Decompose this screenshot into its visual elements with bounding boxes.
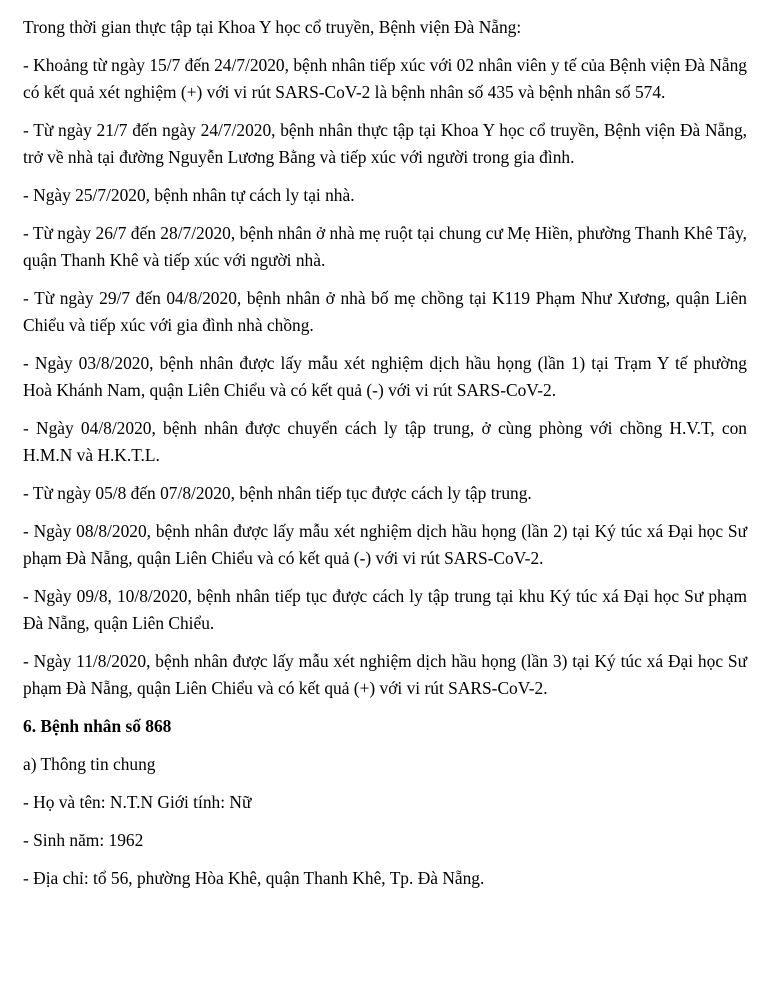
intro-text: Trong thời gian thực tập tại Khoa Y học cổ truyền, Bệnh viện Đà Nẵng: — [23, 17, 522, 37]
patient-address-line: - Địa chỉ: tổ 56, phường Hòa Khê, quận Thanh Khê, Tp. Đà Nẵng. — [23, 868, 485, 888]
timeline-item: - Ngày 11/8/2020, bệnh nhân được lấy mẫu xét nghiệm dịch hầu họng (lần 3) tại Ký túc xá Đại học Sư phạm Đà Nẵng, quận Liên Chiểu và có kết quả (+) với vi rút SARS-CoV-2. — [23, 651, 747, 698]
timeline-item: - Khoảng từ ngày 15/7 đến 24/7/2020, bệnh nhân tiếp xúc với 02 nhân viên y tế của Bệnh viện Đà Nẵng có kết quả xét nghiệm (+) với vi rút SARS-CoV-2 là bệnh nhân số 435 và bệnh nhân số 574. — [23, 55, 747, 102]
timeline-item: - Từ ngày 29/7 đến 04/8/2020, bệnh nhân ở nhà bố mẹ chồng tại K119 Phạm Như Xương, quận Liên Chiểu và tiếp xúc với gia đình nhà chồng. — [23, 288, 747, 335]
patient-name-line: - Họ và tên: N.T.N Giới tính: Nữ — [23, 792, 252, 812]
timeline-item: - Từ ngày 26/7 đến 28/7/2020, bệnh nhân ở nhà mẹ ruột tại chung cư Mẹ Hiền, phường Thanh Khê Tây, quận Thanh Khê và tiếp xúc với người nhà. — [23, 223, 747, 270]
timeline-item: - Từ ngày 05/8 đến 07/8/2020, bệnh nhân tiếp tục được cách ly tập trung. — [23, 483, 532, 503]
timeline-item: - Ngày 04/8/2020, bệnh nhân được chuyển cách ly tập trung, ở cùng phòng với chồng H.V.T, con H.M.N và H.K.T.L. — [23, 418, 747, 465]
timeline-item: - Ngày 08/8/2020, bệnh nhân được lấy mẫu xét nghiệm dịch hầu họng (lần 2) tại Ký túc xá Đại học Sư phạm Đà Nẵng, quận Liên Chiểu và có kết quả (-) với vi rút SARS-CoV-2. — [23, 521, 747, 568]
patient-birth-line: - Sinh năm: 1962 — [23, 830, 144, 850]
timeline-item: - Ngày 09/8, 10/8/2020, bệnh nhân tiếp tục được cách ly tập trung tại khu Ký túc xá Đại học Sư phạm Đà Nẵng, quận Liên Chiểu. — [23, 586, 747, 633]
timeline-item: - Từ ngày 21/7 đến ngày 24/7/2020, bệnh nhân thực tập tại Khoa Y học cổ truyền, Bệnh viện Đà Nẵng, trở về nhà tại đường Nguyễn Lương Bằng và tiếp xúc với người trong gia đình. — [23, 120, 747, 167]
document-page — [23, 14, 747, 903]
section-subheading: a) Thông tin chung — [23, 754, 156, 774]
section-heading: 6. Bệnh nhân số 868 — [23, 716, 172, 736]
timeline-item: - Ngày 25/7/2020, bệnh nhân tự cách ly tại nhà. — [23, 185, 355, 205]
timeline-item: - Ngày 03/8/2020, bệnh nhân được lấy mẫu xét nghiệm dịch hầu họng (lần 1) tại Trạm Y tế phường Hoà Khánh Nam, quận Liên Chiểu và có kết quả (-) với vi rút SARS-CoV-2. — [23, 353, 747, 400]
